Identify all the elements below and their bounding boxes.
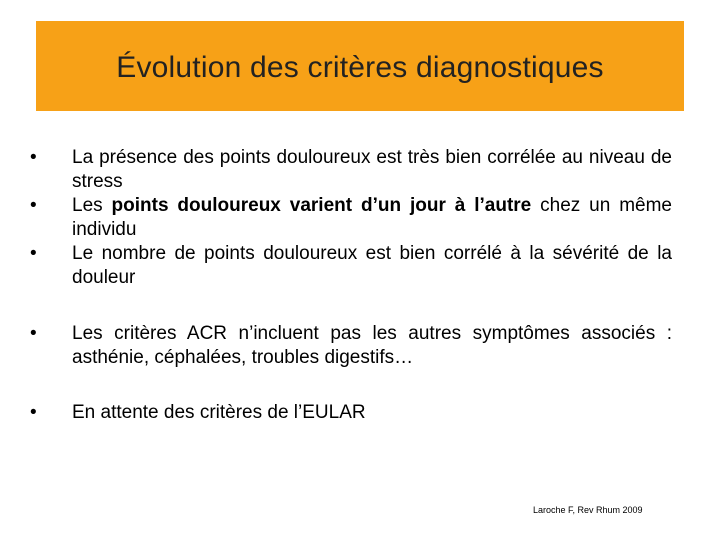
bullet-text-before: Les (72, 195, 112, 216)
citation: Laroche F, Rev Rhum 2009 (533, 505, 643, 515)
bullet-marker: • (30, 402, 37, 423)
bullet-text-bold: points douloureux varient d’un jour à l’autre (111, 195, 532, 216)
bullet-marker: • (30, 195, 37, 216)
slide-title: Évolution des critères diagnostiques (116, 51, 604, 84)
bullet-list (30, 146, 672, 425)
title-band (36, 21, 684, 111)
bullet-item-variation (30, 194, 672, 241)
bullet-text-after: chez un même individu (72, 195, 672, 240)
bullet-marker: • (30, 147, 37, 168)
bullet-marker: • (30, 243, 37, 264)
bullet-item-acr (30, 322, 672, 369)
bullet-text: La présence des points douloureux est très bien corrélée au niveau de stress (72, 147, 672, 192)
bullet-marker: • (30, 323, 37, 344)
bullet-item-severity (30, 242, 672, 289)
bullet-text: Le nombre de points douloureux est bien corrélé à la sévérité de la douleur (72, 243, 672, 288)
bullet-item-stress (30, 146, 672, 193)
bullet-text: Les critères ACR n’incluent pas les autres symptômes associés : asthénie, céphalées, troubles digestifs… (72, 323, 672, 368)
bullet-text: En attente des critères de l’EULAR (72, 402, 366, 423)
bullet-item-eular (30, 401, 672, 425)
